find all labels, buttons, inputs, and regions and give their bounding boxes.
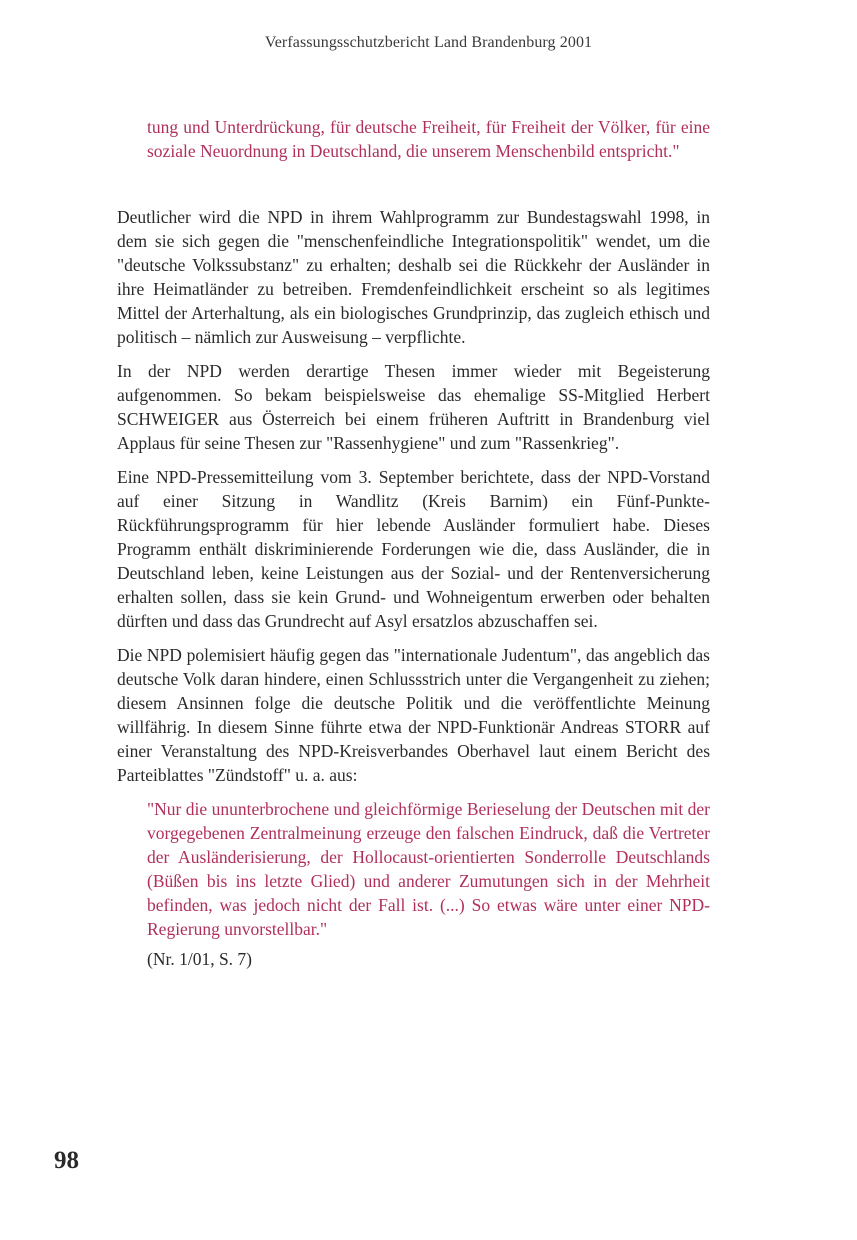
citation: (Nr. 1/01, S. 7) (147, 949, 252, 969)
quote-continuation: tung und Unterdrückung, für deutsche Freiheit, für Freiheit der Völker, für eine soziale Neuordnung in Deutschland, die unserem Menschenbild entspricht." (147, 117, 710, 161)
body-text (117, 205, 710, 971)
paragraph-pressemitteilung: Eine NPD-Pressemitteilung vom 3. September berichtete, dass der NPD-Vorstand auf einer Sitzung in Wandlitz (Kreis Barnim) ein Fünf-Punkte-Rückführungsprogramm für hier lebende Ausländer formuliert habe. Dieses Programm enthält diskriminierende Forderungen wie die, dass Ausländer, die in Deutschland leben, keine Leistungen aus der Sozial- und der Rentenversicherung erhalten sollen, dass sie kein Grund- und Wohneigentum erwerben oder behalten dürften und dass das Grundrecht auf Asyl ersatzlos abzuschaffen sei. (117, 467, 710, 631)
paragraph-wahlprogramm: Deutlicher wird die NPD in ihrem Wahlprogramm zur Bundestagswahl 1998, in dem sie sich gegen die "menschenfeindliche Integrationspolitik" wendet, um die "deutsche Volkssubstanz" zu erhalten; deshalb sei die Rückkehr der Ausländer in ihre Heimatländer zu betreiben. Fremdenfeindlichkeit erscheint so als legitimes Mittel der Arterhaltung, als ein biologisches Grundprinzip, das zugleich ethisch und politisch – nämlich zur Ausweisung – verpflichte. (117, 207, 710, 347)
quote-storr: "Nur die ununterbrochene und gleichförmige Berieselung der Deutschen mit der vorgegebenen Zentralmeinung erzeuge den falschen Eindruck, daß die Vertreter der Ausländerisierung, der Hollocaust-orientierten Sonderrolle Deutschlands (Büßen bis ins letzte Glied) und anderer Zumutungen sich in der Mehrheit befinden, was jedoch nicht der Fall ist. (...) So etwas wäre unter einer NPD-Regierung unvorstellbar." (147, 799, 710, 939)
running-header: Verfassungsschutzbericht Land Brandenburg 2001 (264, 34, 593, 51)
paragraph-judentum: Die NPD polemisiert häufig gegen das "internationale Judentum", das angeblich das deutsche Volk daran hindere, einen Schlussstrich unter die Vergangenheit zu ziehen; diesem Ansinnen folge die deutsche Politik und die veröffentlichte Meinung willfährig. In diesem Sinne führte etwa der NPD-Funktionär Andreas STORR auf einer Veranstaltung des NPD-Kreisverbandes Oberhavel laut einem Bericht des Parteiblattes "Zündstoff" u. a. aus: (117, 645, 710, 785)
page-number: 98 (54, 1147, 79, 1174)
paragraph-schweiger: In der NPD werden derartige Thesen immer wieder mit Begeisterung aufgenommen. So bekam beispielsweise das ehemalige SS-Mitglied Herbert SCHWEIGER aus Österreich bei einem früheren Auftritt in Brandenburg viel Applaus für seine Thesen zur "Rassenhygiene" und zum "Rassenkrieg". (117, 361, 710, 453)
